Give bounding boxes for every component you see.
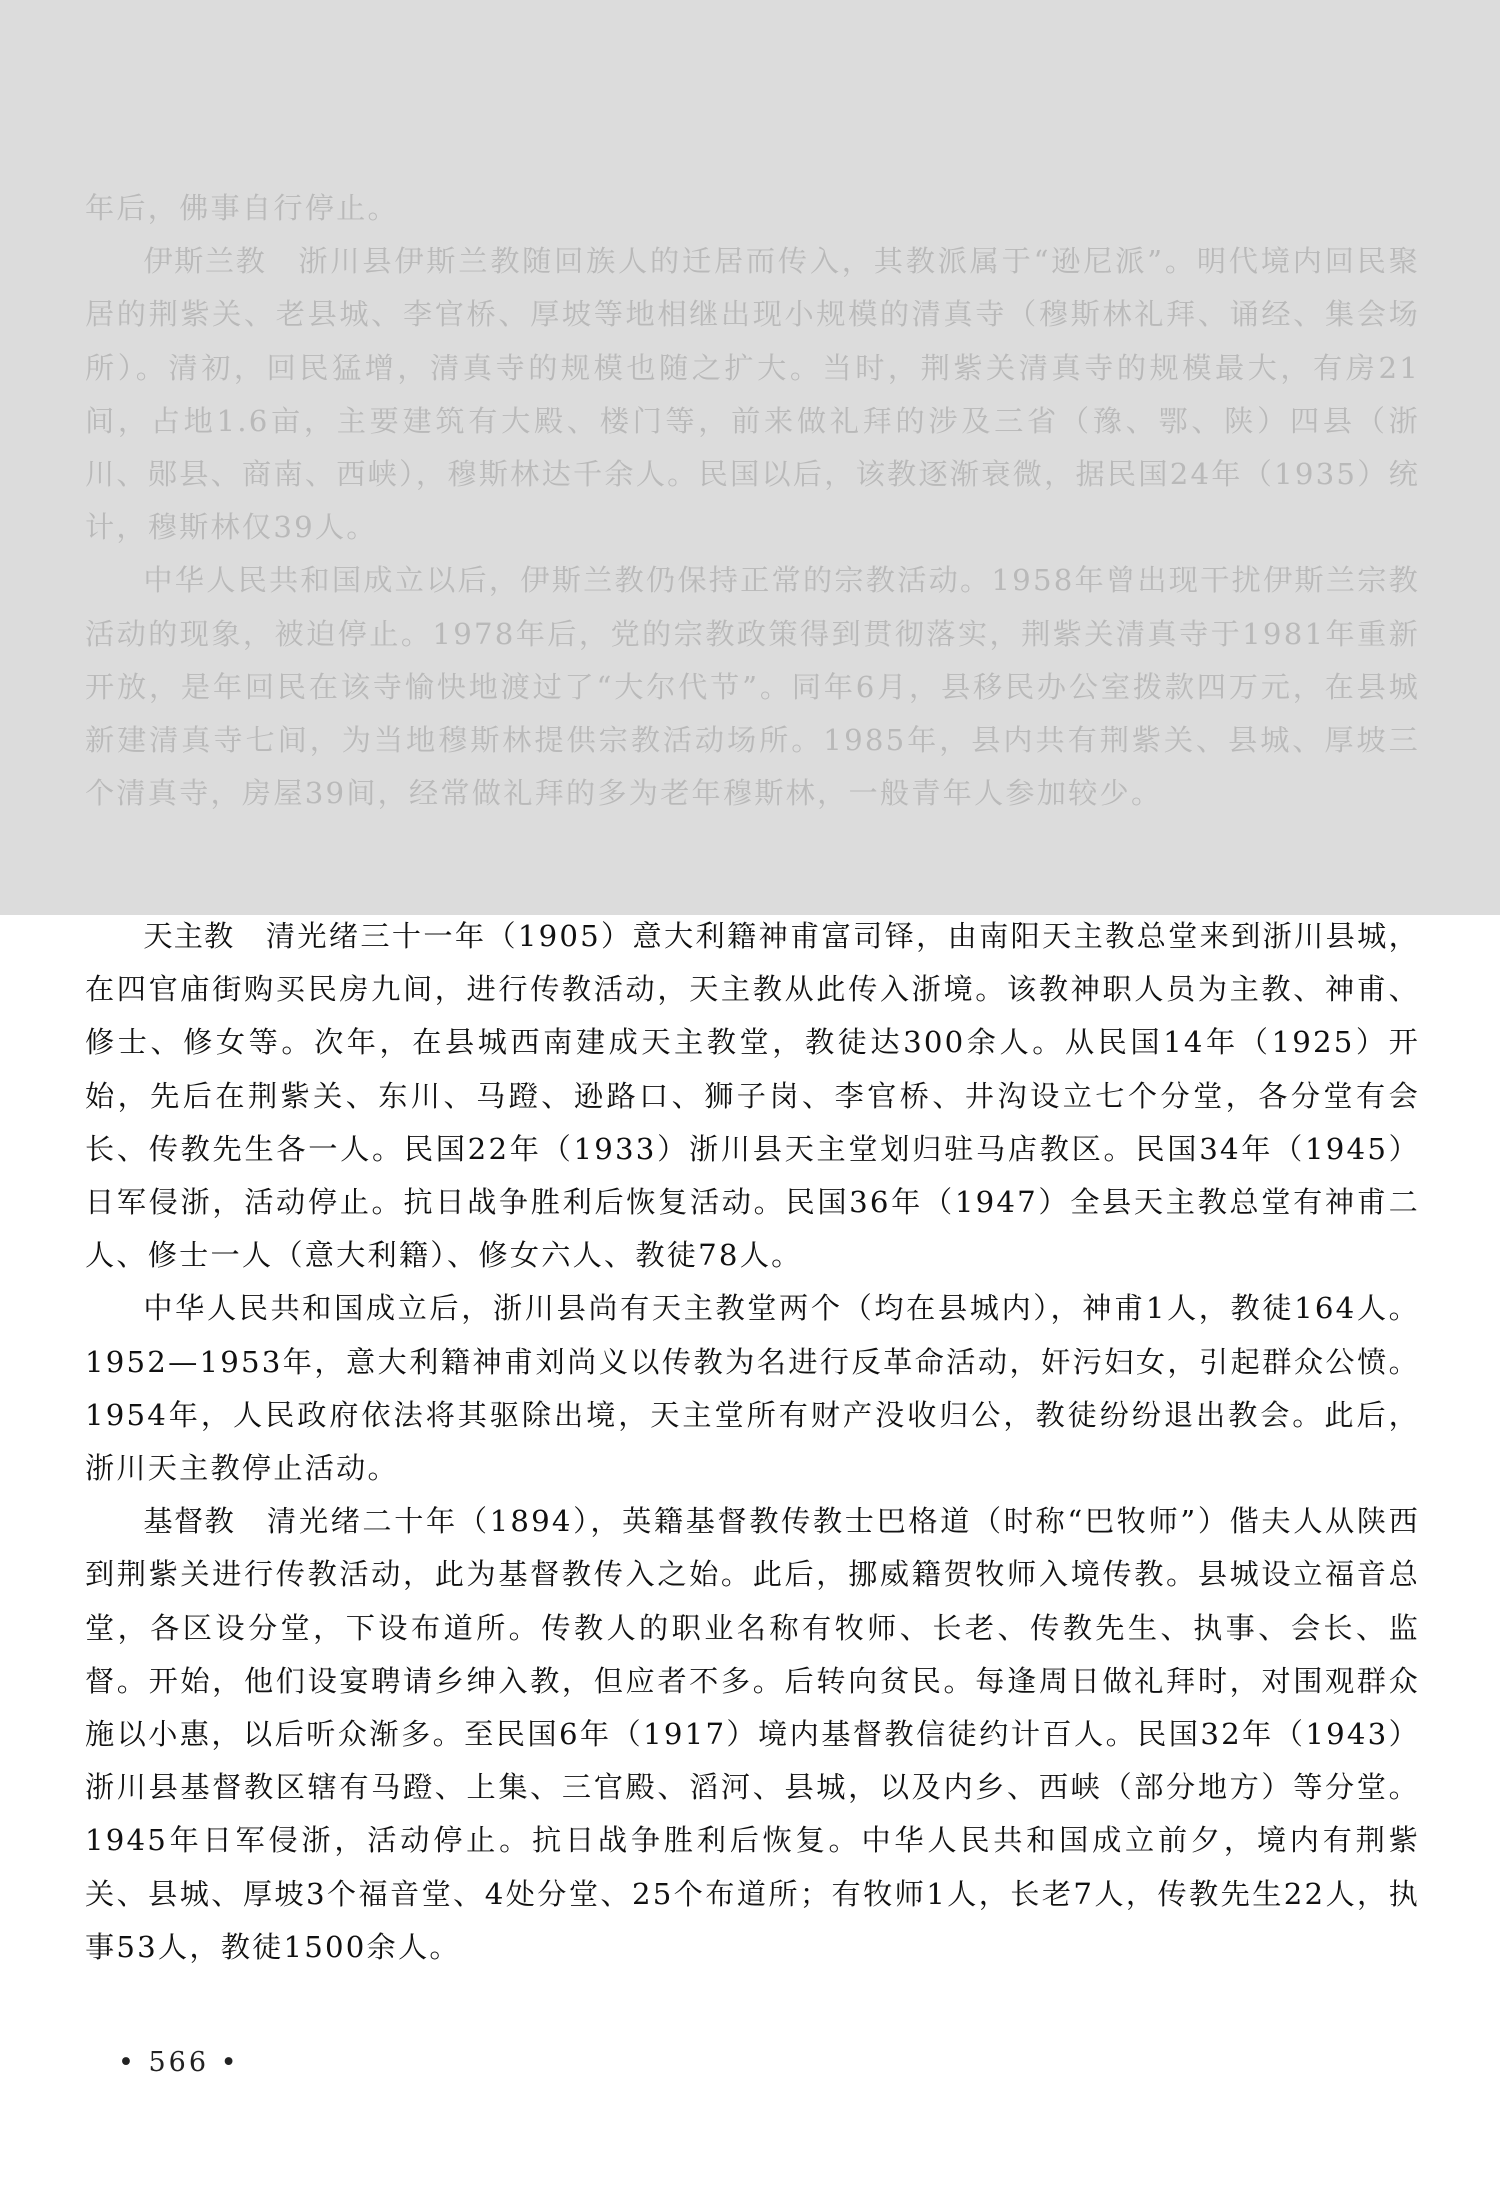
main-section	[85, 910, 1420, 1974]
paragraph-christianity	[85, 1495, 1420, 1974]
section-term-christianity: 基督教	[143, 1504, 236, 1539]
paragraph-catholicism-prc	[85, 1282, 1420, 1495]
paragraph-text: 年后，佛事自行停止。	[85, 191, 399, 225]
paragraph-islam-prc	[85, 554, 1420, 820]
page-number: • 566 •	[118, 2047, 240, 2078]
section-term-islam: 伊斯兰教	[143, 244, 267, 279]
paragraph-text: 清光绪二十年（1894），英籍基督教传教士巴格道（时称“巴牧师”）偕夫人从陕西到荆紫关进行传教活动，此为基督教传入之始。此后，挪威籍贺牧师入境传教。县城设立福音总堂，各区设分堂，下设布道所。传教人的职业名称有牧师、长老、传教先生、执事、会长、监督。开始，他们设宴聘请乡绅入教，但应者不多。后转向贫民。每逢周日做礼拜时，对围观群众施以小惠，以后听众渐多。至民国6年（1917）境内基督教信徒约计百人。民国32年（1943）浙川县基督教区辖有马蹬、上集、三官殿、滔河、县城，以及内乡、西峡（部分地方）等分堂。1945年日军侵浙，活动停止。抗日战争胜利后恢复。中华人民共和国成立前夕，境内有荆紫关、县城、厚坡3个福音堂、4处分堂、25个布道所；有牧师1人，长老7人，传教先生22人，执事53人，教徒1500余人。	[85, 1504, 1421, 1964]
paragraph-text: 清光绪三十一年（1905）意大利籍神甫富司铎，由南阳天主教总堂来到浙川县城，在四官庙街购买民房九间，进行传教活动，天主教从此传入浙境。该教神职人员为主教、神甫、修士、修女等。次年，在县城西南建成天主教堂，教徒达300余人。从民国14年（1925）开始，先后在荆紫关、东川、马蹬、逊路口、狮子岗、李官桥、井沟设立七个分堂，各分堂有会长、传教先生各一人。民国22年（1933）浙川县天主堂划归驻马店教区。民国34年（1945）日军侵浙，活动停止。抗日战争胜利后恢复活动。民国36年（1947）全县天主教总堂有神甫二人、修士一人（意大利籍）、修女六人、教徒78人。	[85, 919, 1421, 1273]
paragraph-islam	[85, 235, 1420, 554]
paragraph-catholicism	[85, 910, 1420, 1282]
faded-section	[85, 182, 1420, 820]
paragraph-text: 中华人民共和国成立以后，伊斯兰教仍保持正常的宗教活动。1958年曾出现干扰伊斯兰宗教活动的现象，被迫停止。1978年后，党的宗教政策得到贯彻落实，荆紫关清真寺于1981年重新开放，是年回民在该寺愉快地渡过了“大尔代节”。同年6月，县移民办公室拨款四万元，在县城新建清真寺七间，为当地穆斯林提供宗教活动场所。1985年，县内共有荆紫关、县城、厚坡三个清真寺，房屋39间，经常做礼拜的多为老年穆斯林，一般青年人参加较少。	[85, 563, 1420, 811]
paragraph-text: 浙川县伊斯兰教随回族人的迁居而传入，其教派属于“逊尼派”。明代境内回民聚居的荆紫关、老县城、李官桥、厚坡等地相继出现小规模的清真寺（穆斯林礼拜、诵经、集会场所）。清初，回民猛增，清真寺的规模也随之扩大。当时，荆紫关清真寺的规模最大，有房21间，占地1.6亩，主要建筑有大殿、楼门等，前来做礼拜的涉及三省（豫、鄂、陕）四县（浙川、郧县、商南、西峡），穆斯林达千余人。民国以后，该教逐渐衰微，据民国24年（1935）统计，穆斯林仅39人。	[85, 244, 1421, 545]
section-term-catholicism: 天主教	[143, 919, 235, 953]
paragraph-text: 中华人民共和国成立后，浙川县尚有天主教堂两个（均在县城内），神甫1人，教徒164人。1952—1953年，意大利籍神甫刘尚义以传教为名进行反革命活动，奸污妇女，引起群众公愤。1954年，人民政府依法将其驱除出境，天主堂所有财产没收归公，教徒纷纷退出教会。此后，浙川天主教停止活动。	[85, 1291, 1420, 1486]
paragraph-buddhism-end	[85, 182, 1420, 235]
